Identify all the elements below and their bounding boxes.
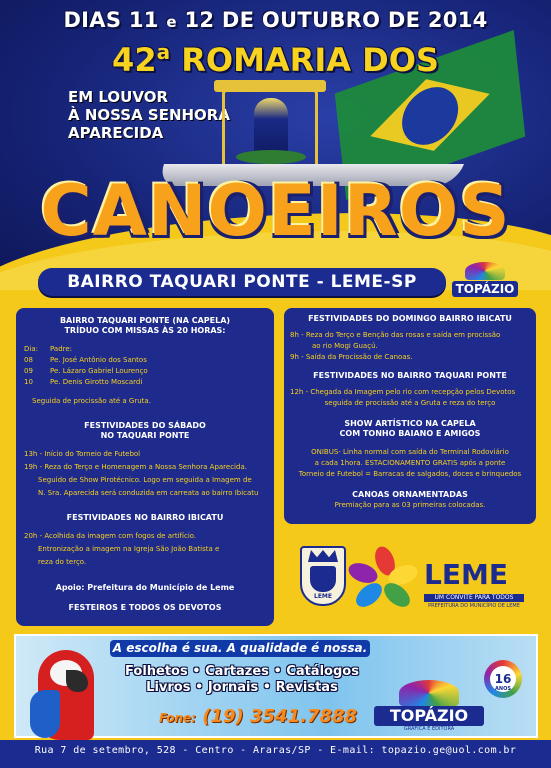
sabado-subheading: NO TAQUARI PONTE (100, 431, 190, 440)
leme-logo-text: LEME (424, 558, 508, 591)
triduo-row: Dia: Padre: (24, 345, 73, 353)
louvor-line: APARECIDA (68, 124, 164, 142)
topazio-ring-icon (465, 262, 505, 280)
romaria-number: 42 (112, 41, 157, 79)
topazio-logo-text: TOPÁZIO (452, 281, 518, 297)
schedule-item: 13h - Início do Torneio de Futebol (24, 450, 141, 458)
capela-heading: BAIRRO TAQUARI PONTE (NA CAPELA) (59, 316, 231, 325)
triduo-row: 08 Pe. José Antônio dos Santos (24, 356, 147, 364)
louvor-line: À NOSSA SENHORA (68, 106, 230, 124)
right-schedule-panel (282, 306, 538, 526)
ad-slogan: A escolha é sua. A qualidade é nossa. (110, 640, 370, 657)
apoio-text: Apoio: Prefeitura do Município de Leme (55, 583, 235, 592)
location-bar: BAIRRO TAQUARI PONTE - LEME-SP (38, 268, 446, 296)
show-subheading: COM TONHO BAIANO E AMIGOS (339, 429, 481, 438)
schedule-item: Seguido de Show Pirotécnico. Logo em seguida a Imagem de (38, 476, 252, 484)
anniversary-badge-icon (484, 660, 522, 698)
ad-phone (138, 706, 378, 727)
ibicatu-heading: FESTIVIDADES NO BAIRRO IBICATU (66, 513, 224, 522)
onibus-line: Torneio de Futebol = Barracas de salgados, doces e brinquedos (298, 470, 522, 478)
show-heading: SHOW ARTÍSTICO NA CAPELA (344, 419, 476, 428)
flower-wreath-icon (236, 150, 306, 164)
badge-label: ANOS (495, 686, 511, 692)
badge-number: 16 (490, 666, 516, 692)
topazio-logo (374, 680, 484, 732)
our-lady-aparecida-icon (254, 98, 288, 158)
brasao-label: LEME (314, 593, 332, 600)
onibus-line: ONIBUS- Linha normal com saída do Terminal Rodoviário (311, 448, 509, 456)
schedule-item: 12h - Chegada da Imagem pelo rio com recepção pelos Devotos (290, 388, 516, 396)
topazio-logo-top (452, 262, 518, 300)
taquari-heading: FESTIVIDADES NO BAIRRO TAQUARI PONTE (313, 371, 507, 380)
romaria-title (0, 40, 551, 79)
domingo-heading: FESTIVIDADES DO DOMINGO BAIRRO IBICATU (308, 314, 512, 323)
crown-icon (308, 550, 338, 562)
footer-address: Rua 7 de setembro, 528 - Centro - Araras/SP - E-mail: topazio.ge@uol.com.br (0, 740, 551, 768)
romaria-text: ROMARIA DOS (181, 41, 439, 79)
schedule-item: 20h - Acolhida da imagem com fogos de artifício. (24, 532, 197, 540)
sabado-heading: FESTIVIDADES DO SÁBADO (84, 421, 206, 430)
triduo-row: 10 Pe. Denis Girotto Moscardi (24, 378, 143, 386)
triduo-heading: TRÍDUO COM MISSAS ÀS 20 HORAS: (64, 326, 226, 335)
parrot-icon (20, 640, 104, 740)
topazio-logo-text: TOPÁZIO (374, 706, 484, 726)
ad-products-line: Folhetos • Cartazes • Catálogos (125, 664, 359, 679)
date-first: DIAS 11 (63, 8, 159, 32)
procissao-note: Seguida de procissão até a Gruta. (32, 397, 151, 405)
ad-products-line: Livros • Jornais • Revistas (146, 680, 338, 695)
onibus-line: a cada 1hora. ESTACIONAMENTO GRATIS após a ponte (314, 459, 506, 467)
left-schedule-panel (14, 306, 276, 628)
schedule-item: ao rio Mogi Guaçú. (312, 342, 378, 350)
topazio-logo-sub: GRÁFICA E EDITORA (403, 726, 455, 732)
romaria-ordinal: a (156, 40, 171, 64)
festeiros-text: FESTEIROS E TODOS OS DEVOTOS (68, 603, 222, 612)
schedule-item: seguida de procissão até a Gruta e reza do terço (324, 399, 496, 407)
main-title: CANOEIROS (40, 170, 511, 252)
canoas-text: Premiação para as 03 primeiras colocadas. (334, 501, 486, 509)
ad-products (112, 664, 372, 696)
phone-number: (19) 3541.7888 (202, 706, 358, 727)
date-second: 12 DE OUTUBRO DE 2014 (184, 8, 488, 32)
schedule-item: 8h - Reza do Terço e Benção das rosas e saída em procissão (290, 331, 501, 339)
phone-label: Fone: (158, 711, 196, 725)
canoas-heading: CANOAS ORNAMENTADAS (352, 490, 468, 499)
event-dates (0, 8, 551, 32)
schedule-item: reza do terço. (38, 558, 87, 566)
leme-coat-of-arms-icon (300, 546, 346, 606)
schedule-item: Entronização a imagem na Igreja São João Batista e (38, 545, 220, 553)
schedule-item: N. Sra. Aparecida será conduzida em carreata ao bairro Ibicatu (38, 489, 259, 497)
date-conjunction: e (166, 13, 177, 31)
schedule-item: 9h - Saída da Procissão de Canoas. (290, 353, 413, 361)
leme-subtag: PREFEITURA DO MUNICÍPIO DE LEME (428, 603, 520, 609)
louvor-line: EM LOUVOR (68, 88, 168, 106)
shield-icon (310, 566, 336, 592)
leme-flower-logo-icon (346, 552, 422, 612)
leme-tagline: UM CONVITE PARA TODOS (424, 594, 524, 602)
schedule-item: 19h - Reza do Terço e Homenagem a Nossa Senhora Aparecida. (24, 463, 247, 471)
triduo-row: 09 Pe. Lázaro Gabriel Lourenço (24, 367, 148, 375)
topazio-ring-icon (399, 680, 459, 706)
